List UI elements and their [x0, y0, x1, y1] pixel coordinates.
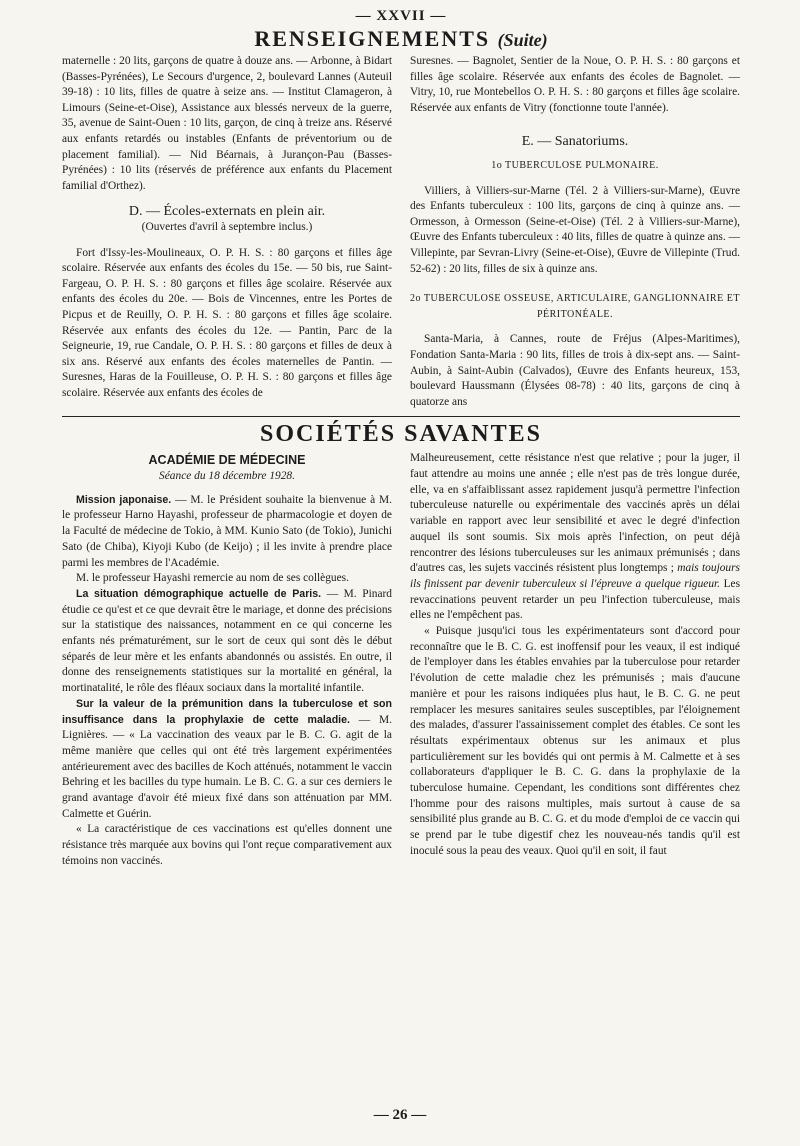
- mission-japonaise-text: — M. le Président souhaite la bienvenue à M. le professeur Harno Hayashi, professeur de pharmacologie et doyen de la Faculté de médecine de Tokio, à MM. Kunio Sato (de Tokio), Junichi Sato (de Chiba), Kiyoji Kubo (de Keijo) ; il les invite à prendre place parmi les membres de l'Académie.: [62, 493, 392, 569]
- renseignements-title: RENSEIGNEMENTS: [254, 26, 491, 51]
- section-d-title: D. — Écoles-externats en plein air.: [128, 204, 326, 220]
- demographie-lead: La situation démographique actuelle de Paris.: [76, 587, 322, 600]
- renseignements-suite: (Suite): [497, 30, 548, 50]
- renseignements-left-column: [62, 54, 392, 410]
- seance-date: Séance du 18 décembre 1928.: [159, 469, 295, 482]
- premunition-paragraph: [62, 697, 392, 823]
- renseignements-heading: [62, 26, 740, 54]
- section-d-subtitle: (Ouvertes d'avril à septembre inclus.): [141, 220, 313, 233]
- academie-heading: ACADÉMIE DE MÉDECINE: [148, 453, 306, 468]
- resistance-italic: mais toujours ils finissent par devenir tuberculeux si l'épreuve a quelque rigueur.: [410, 562, 740, 590]
- right-intro-text: Suresnes. — Bagnolet, Sentier de la Noue, O. P. H. S. : 80 garçons et filles âge scolaire. Réservée aux enfants des écoles de Bagnolet. — Vitry, 10, rue Montebellos O. P. H. S. : 80 garçons et filles âge scolaire. Réservée aux enfants de Vitry (fonctionne toute l'année).: [410, 55, 740, 114]
- section-divider: [62, 416, 740, 417]
- section-d-text: Fort d'Issy-les-Moulineaux, O. P. H. S. : 80 garçons et filles âge scolaire. Réservée aux enfants des écoles du 15e. — 50 bis, rue Saint-Fargeau, O. P. H. S. : 80 garçons et filles âge scolaire. Réservée aux enfants des écoles du 20e. — Bois de Vincennes, entre les Portes de Picpus et de Reuilly, O. P. H. S. : 80 garçons et filles âge scolaire. Réservée aux enfants des écoles du 12e. — Pantin, Parc de la Seigneurie, 19, rue Candale, O. P. H. S. : 80 garçons et filles de deux à six ans. Réservé aux enfants des écoles maternelles de Pantin. — Suresnes, Haras de la Fouilleuse, O. P. H. S. : 80 garçons et filles âge scolaire. Réservée aux enfants des écoles de: [62, 246, 392, 399]
- page-number: — 26 —: [373, 1107, 427, 1123]
- renseignements-right-column: [410, 54, 740, 410]
- premunition-text: — M. Lignières. — « La vaccination des veaux par le B. C. G. agit de la même manière que celles qui ont été très largement expérimentées antérieurement avec des bacilles de Koch atténués, notamment le vaccin Behring et les bacilles du type humain. Le B. C. G. a sur ces derniers le grand avantage d'avoir été mieux fixé dans son atténuation par MM. Calmette et Guérin.: [62, 713, 393, 820]
- mission-japonaise-lead: Mission japonaise.: [76, 493, 172, 506]
- bcg-paragraph: « Puisque jusqu'ici tous les expérimentateurs sont d'accord pour reconnaître que le B. C. G. est inoffensif pour les veaux, il est indiqué de l'employer dans les étables envahies par la tuberculose pour retarder l'évolution de cette maladie chez les prémunisés ; mais d'aucune manière et pour les raisons indiquées plus haut, le B. C. G. ne peut remplacer les mesures sanitaires seules susceptibles, par l'éloignement des malades, d'assurer l'assainissement complet des étables. Ce sont les résultats expérimentaux obtenus sur les animaux et plus particulièrement sur les bovidés qui ont permis à M. Calmette et à ses collaborateurs d'appliquer le B. C. G. dans la prophylaxie de la tuberculose humaine. Cependant, les conditions sont différentes chez l'homme pour des raisons multiples, mais surtout à cause de sa sensibilité plus grande au B. C. G. et du mode d'emploi de ce vaccin qui se prend par le tube digestif chez les nouveau-nés tandis qu'il est inoculé sous la peau des veaux. Quoi qu'il en soit, il faut: [410, 625, 740, 857]
- tuberculose-osseuse-heading: 2o TUBERCULOSE OSSEUSE, ARTICULAIRE, GANGLIONNAIRE ET PÉRITONÉALE.: [410, 293, 740, 320]
- resistance-text-b: Les revaccinations peuvent retarder un peu l'infection tuberculeuse, mais elles ne l'empêchent pas.: [410, 577, 741, 622]
- renseignements-columns: [62, 54, 740, 410]
- resistance-text-a: Malheureusement, cette résistance n'est que relative ; pour la juger, il faut attendre au moins une année ; elle n'est pas de très longue durée, elle, va en s'affaiblissant assez rapidement jusqu'à permettre l'infection tuberculeuse naturelle ou expérimentale des vaccinés après un délai variable en rapport avec leur sensibilité et avec le degré d'infection auquel ils sont soumis. Six mois après l'infection, on peut déjà rencontrer des lésions tuberculeuses sur les animaux prémunisés ; dans d'autres cas, les sujets vaccinés résistent plus longtemps ;: [410, 452, 740, 575]
- demographie-text: — M. Pinard étudie ce qu'est et ce que devrait être le mariage, et donne des précisions sur la statistique des naissances, notamment en ce qui concerne les enfants nés prématurément, sur le sort de ceux qui sont dès le début séparés de leur mère et les enfants abandonnés ou assistés. En outre, il donne des renseignements statistiques sur la mortalité en général, la mortinatalité, le rôle des fléaux sociaux dans la mortalité infantile.: [62, 587, 392, 695]
- tuberculose-pulmonaire-heading: 1o TUBERCULOSE PULMONAIRE.: [491, 159, 659, 171]
- tuberculose-osseuse-text: Santa-Maria, à Cannes, route de Fréjus (Alpes-Maritimes), Fondation Santa-Maria : 90 lits, filles de trois à dix-sept ans. — Saint-Aubin, à Saint-Aubin (Calvados), Œuvre des Enfants heureux, 153, boulevard Haussmann (Élysées 08-78) : 40 lits, garçons de cinq à quatorze ans: [410, 333, 740, 408]
- premunition-lead: Sur la valeur de la prémunition dans la tuberculose et son insuffisance dans la prophylaxie de cette maladie.: [62, 697, 392, 726]
- hayashi-thanks-paragraph: M. le professeur Hayashi remercie au nom de ses collègues.: [76, 572, 349, 585]
- societes-columns: [62, 451, 740, 869]
- caracteristique-paragraph: « La caractéristique de ces vaccinations est qu'elles donnent une résistance très marquée aux bovins qui l'ont reçue comparativement aux témoins non vaccinés.: [62, 823, 392, 867]
- societes-right-column: [410, 451, 740, 869]
- resistance-paragraph: [410, 451, 740, 624]
- section-e-title: E. — Sanatoriums.: [521, 134, 629, 150]
- roman-page-number: — XXVII —: [355, 8, 447, 24]
- societes-savantes-title: SOCIÉTÉS SAVANTES: [260, 421, 542, 448]
- demographie-paragraph: [62, 587, 392, 697]
- tuberculose-pulmonaire-text: Villiers, à Villiers-sur-Marne (Tél. 2 à Villiers-sur-Marne), Œuvre des Enfants tuberculeux : 100 lits, garçons de cinq à quinze ans. — Ormesson, à Ormesson (Seine-et-Oise) (Tél. 2 à Villiers-sur-Marne), Œuvre des Enfants tuberculeux : 40 lits, filles de quatre à quinze ans. — Villepinte, par Sevran-Livry (Seine-et-Oise), Œuvre de Villepinte (Trud. 52-62) : 20 lits, filles de six à quinze ans.: [410, 184, 740, 275]
- mission-japonaise-paragraph: [62, 493, 392, 572]
- societes-left-column: [62, 451, 392, 869]
- left-intro-text: maternelle : 20 lits, garçons de quatre à douze ans. — Arbonne, à Bidart (Basses-Pyrénées), Le Secours d'urgence, 2, boulevard Lannes (Auteuil 39-18) : 10 lits, filles de quatre à seize ans. — Institut Clamageron, à Limours (Seine-et-Oise), Assistance aux blessés nerveux de la guerre, 35, avenue de Saint-Ouen : 10 lits, garçon, de cinq à treize ans. Réservé aux enfants retardés ou instables (Enfants de préventorium ou de placement familial). — Nid Béarnais, à Jurançon-Pau (Basses-Pyrénées) : 10 lits (réservés de préférence aux enfants du Placement familial d'Orthez).: [62, 55, 392, 192]
